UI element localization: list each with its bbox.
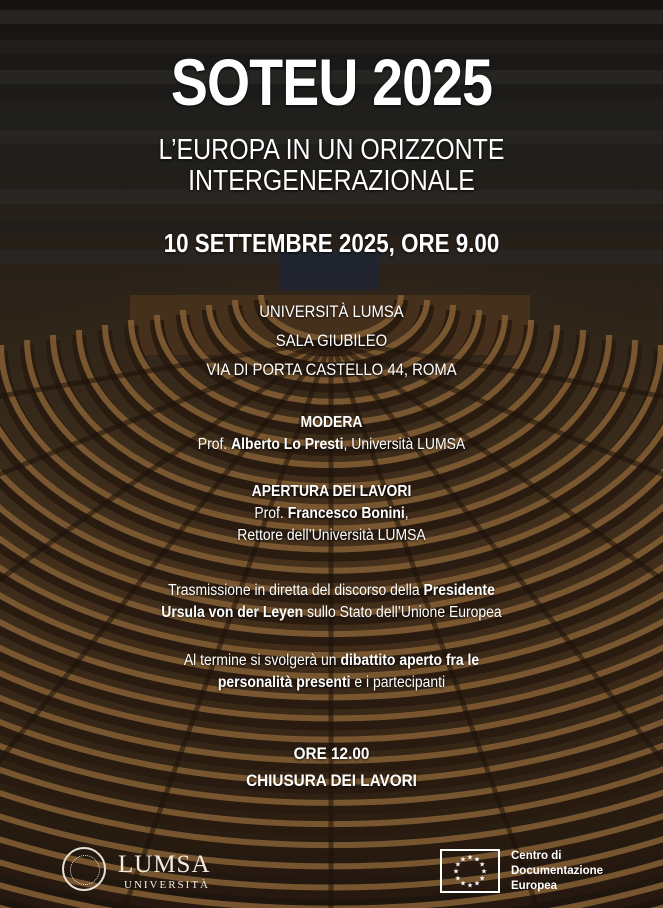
live-text-1: Trasmissione in diretta del discorso della — [168, 582, 424, 599]
eu-star-icon: ★ — [459, 856, 467, 864]
eu-star-icon: ★ — [478, 861, 486, 869]
live-speaker-name: Ursula von der Leyen — [161, 604, 304, 621]
moderator-heading: MODERA — [300, 414, 363, 431]
live-text-2: sullo Stato dell’Unione Europea — [303, 604, 502, 621]
lumsa-logo-name: LUMSA — [118, 851, 211, 878]
opening-name: Francesco Bonini — [287, 505, 405, 522]
debate-line-1 — [33, 650, 630, 672]
debate-section — [33, 650, 630, 694]
subtitle-line-2: INTERGENERAZIONALE — [188, 165, 475, 197]
eu-star-icon: ★ — [478, 875, 486, 883]
event-title: SOTEU 2025 — [170, 45, 493, 119]
eu-stars-icon — [442, 851, 498, 891]
moderator-section — [33, 412, 630, 456]
lumsa-logo-subtitle: UNIVERSITÀ — [124, 879, 210, 891]
live-line-1 — [33, 580, 630, 602]
moderator-affiliation: , Università LUMSA — [343, 436, 466, 453]
debate-bold-1: dibattito aperto fra le — [340, 652, 480, 669]
cde-line-3: Europea — [511, 880, 558, 892]
university-seal-icon — [62, 847, 106, 891]
eu-flag-icon — [440, 849, 500, 893]
moderator-name: Alberto Lo Presti — [231, 436, 344, 453]
eu-star-icon: ★ — [454, 875, 462, 883]
debate-line-2 — [33, 672, 630, 694]
live-president: Presidente — [423, 582, 495, 599]
cde-logo-text — [511, 849, 603, 894]
eu-star-icon: ★ — [473, 880, 481, 888]
live-line-2 — [33, 602, 630, 624]
venue-university: UNIVERSITÀ LUMSA — [259, 303, 404, 321]
opening-line — [33, 503, 630, 525]
moderator-prefix: Prof. — [197, 436, 232, 453]
subtitle-line-1: L’EUROPA IN UN ORIZZONTE — [158, 134, 505, 166]
opening-section — [33, 481, 630, 547]
eu-star-icon: ★ — [454, 861, 462, 869]
opening-comma: , — [404, 505, 409, 522]
venue-block — [33, 298, 630, 385]
cde-line-2: Documentazione — [511, 865, 604, 877]
lumsa-logo — [62, 843, 212, 901]
venue-room: SALA GIUBILEO — [275, 332, 388, 350]
event-subtitle — [46, 135, 616, 197]
opening-role: Rettore dell’Università LUMSA — [237, 527, 426, 544]
closing-label: CHIUSURA DEI LAVORI — [246, 771, 417, 790]
cde-line-1: Centro di — [511, 850, 562, 862]
eu-star-icon: ★ — [466, 854, 474, 862]
opening-prefix: Prof. — [254, 505, 288, 522]
moderator-line — [33, 434, 630, 456]
closing-section — [33, 740, 630, 794]
event-date: 10 SETTEMBRE 2025, ORE 9.00 — [163, 228, 500, 258]
closing-time: ORE 12.00 — [293, 744, 370, 763]
eu-star-icon: ★ — [473, 856, 481, 864]
debate-text-1: Al termine si svolgerà un — [183, 652, 341, 669]
eu-star-icon: ★ — [452, 868, 460, 876]
debate-text-2: e i partecipanti — [350, 674, 446, 691]
eu-star-icon: ★ — [466, 882, 474, 890]
eu-star-icon: ★ — [480, 868, 488, 876]
cde-logo — [440, 847, 640, 897]
live-broadcast-section — [33, 580, 630, 624]
eu-star-icon: ★ — [459, 880, 467, 888]
debate-bold-2: personalità presenti — [217, 674, 351, 691]
venue-address: VIA DI PORTA CASTELLO 44, ROMA — [206, 361, 457, 379]
opening-heading: APERTURA DEI LAVORI — [251, 483, 412, 500]
